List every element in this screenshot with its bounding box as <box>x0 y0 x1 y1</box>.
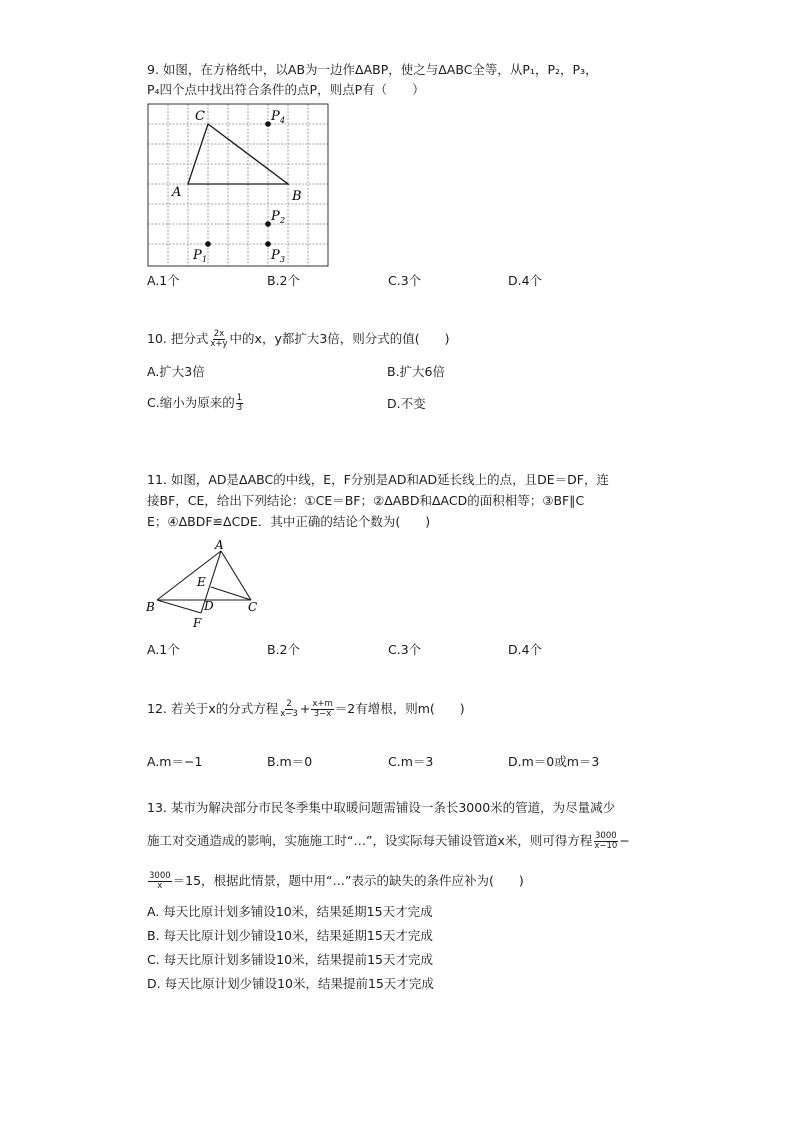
q11-label-e: E <box>197 575 206 589</box>
q10-option-b[interactable]: B.扩大6倍 <box>387 364 446 379</box>
q9-label-p1: P <box>193 248 202 263</box>
q13-fraction-2 <box>148 872 172 891</box>
q10-option-c[interactable] <box>147 394 244 413</box>
q9-label-p2-sub: 2 <box>280 216 286 225</box>
q12-stem-post: ＝2有增根，则m( ) <box>334 701 465 716</box>
q9-label-c: C <box>195 109 205 124</box>
q11-stem-line3: E；④ΔBDF≌ΔCDE．其中正确的结论个数为( ) <box>147 514 431 529</box>
q10-option-d[interactable]: D.不变 <box>387 396 426 411</box>
q10-stem-post: 中的x，y都扩大3倍，则分式的值( ) <box>229 331 450 346</box>
q13-option-d[interactable]: D. 每天比原计划少铺设10米，结果提前15天才完成 <box>147 976 434 991</box>
q13-fraction-1-den: x−10 <box>594 841 618 851</box>
q13-fraction-2-num: 3000 <box>149 871 171 881</box>
q13-option-b[interactable]: B. 每天比原计划少铺设10米，结果延期15天才完成 <box>147 928 433 943</box>
q12-fraction-1 <box>279 700 299 719</box>
q10-fraction-num: 2x <box>213 329 225 339</box>
q13-stem-line3-post: ＝15，根据此情景，题中用“…”表示的缺失的条件应补为( ) <box>172 873 524 888</box>
q9-option-b[interactable]: B.2个 <box>267 273 301 288</box>
q13-fraction-1 <box>593 832 618 851</box>
q10-option-c-den: 3 <box>236 403 243 413</box>
q13-option-c[interactable]: C. 每天比原计划多铺设10米，结果提前15天才完成 <box>147 952 433 967</box>
q9-label-p4-sub: 4 <box>280 116 286 125</box>
q12-option-b[interactable]: B.m＝0 <box>267 754 313 769</box>
q13-stem-line2-text: 施工对交通造成的影响，实施施工时“…”，设实际每天铺设管道x米，则可得方程 <box>147 833 593 848</box>
q11-stem-line1: 11. 如图，AD是ΔABC的中线，E，F分别是AD和AD延长线上的点，且DE＝DF，连 <box>147 472 609 487</box>
q10-stem-pre: 10. 把分式 <box>147 331 209 346</box>
q12-stem <box>147 700 465 719</box>
q9-point-p4 <box>265 121 271 127</box>
q9-point-p1 <box>205 241 211 247</box>
q13-fraction-1-num: 3000 <box>595 831 617 841</box>
q12-option-c[interactable]: C.m＝3 <box>388 754 434 769</box>
q12-fraction-1-num: 2 <box>286 699 292 709</box>
q11-label-b: B <box>146 600 155 614</box>
q13-fraction-2-den: x <box>157 881 163 891</box>
q9-label-p2: P <box>271 209 280 224</box>
q9-label-b: B <box>292 189 302 204</box>
q12-option-d[interactable]: D.m＝0或m＝3 <box>508 754 600 769</box>
q9-option-c[interactable]: C.3个 <box>388 273 422 288</box>
q9-point-p3 <box>265 241 271 247</box>
q11-label-c: C <box>248 600 258 614</box>
q13-option-a[interactable]: A. 每天比原计划多铺设10米，结果延期15天才完成 <box>147 904 433 919</box>
q12-fraction-2-num: x+m <box>312 699 333 709</box>
q11-option-d[interactable]: D.4个 <box>508 642 543 657</box>
q9-triangle-abc <box>188 124 288 184</box>
q9-stem-line2: P₄四个点中找出符合条件的点P，则点P有（ ） <box>147 82 425 97</box>
q9-stem-line1: 9. 如图，在方格纸中，以AB为一边作ΔABP，使之与ΔABC全等，从P₁，P₂，P₃， <box>147 62 598 77</box>
q9-label-p4: P <box>271 109 280 124</box>
q9-option-d[interactable]: D.4个 <box>508 273 543 288</box>
q13-minus: − <box>619 833 630 848</box>
q12-fraction-2-den: 3−x <box>313 709 332 719</box>
q11-label-a: A <box>215 538 224 552</box>
q9-label-p3-sub: 3 <box>280 255 286 264</box>
q9-option-a[interactable]: A.1个 <box>147 273 180 288</box>
q12-fraction-2 <box>311 700 333 719</box>
q11-stem-line2: 接BF，CE，给出下列结论：①CE＝BF；②ΔABD和ΔACD的面积相等；③BF∥C <box>147 493 585 508</box>
q11-label-d: D <box>204 599 214 613</box>
q10-option-a[interactable]: A.扩大3倍 <box>147 364 205 379</box>
q13-stem-line2 <box>147 832 630 851</box>
q12-stem-pre: 12. 若关于x的分式方程 <box>147 701 279 716</box>
q12-plus: + <box>299 701 311 716</box>
q10-fraction <box>209 330 228 349</box>
q9-label-p1-sub: 1 <box>202 255 208 264</box>
q11-triangle-figure <box>146 536 268 632</box>
q12-fraction-1-den: x−3 <box>280 709 298 719</box>
q11-option-a[interactable]: A.1个 <box>147 642 180 657</box>
q10-option-c-fraction <box>236 394 243 413</box>
q11-label-f: F <box>193 616 202 630</box>
q9-label-p3: P <box>271 248 280 263</box>
q9-label-a: A <box>172 185 182 200</box>
q13-stem-line3 <box>147 872 524 891</box>
q9-grid-figure <box>146 101 332 271</box>
q10-stem <box>147 330 450 349</box>
q11-option-c[interactable]: C.3个 <box>388 642 422 657</box>
q11-option-b[interactable]: B.2个 <box>267 642 301 657</box>
q12-option-a[interactable]: A.m＝−1 <box>147 754 203 769</box>
q10-option-c-num: 1 <box>236 393 243 403</box>
q9-point-p2 <box>265 221 271 227</box>
q13-stem-line1: 13. 某市为解决部分市民冬季集中取暖问题需铺设一条长3000米的管道，为尽量减少 <box>147 800 616 815</box>
q10-option-c-pre: C.缩小为原来的 <box>147 395 235 410</box>
q10-fraction-den: x+y <box>210 339 228 349</box>
